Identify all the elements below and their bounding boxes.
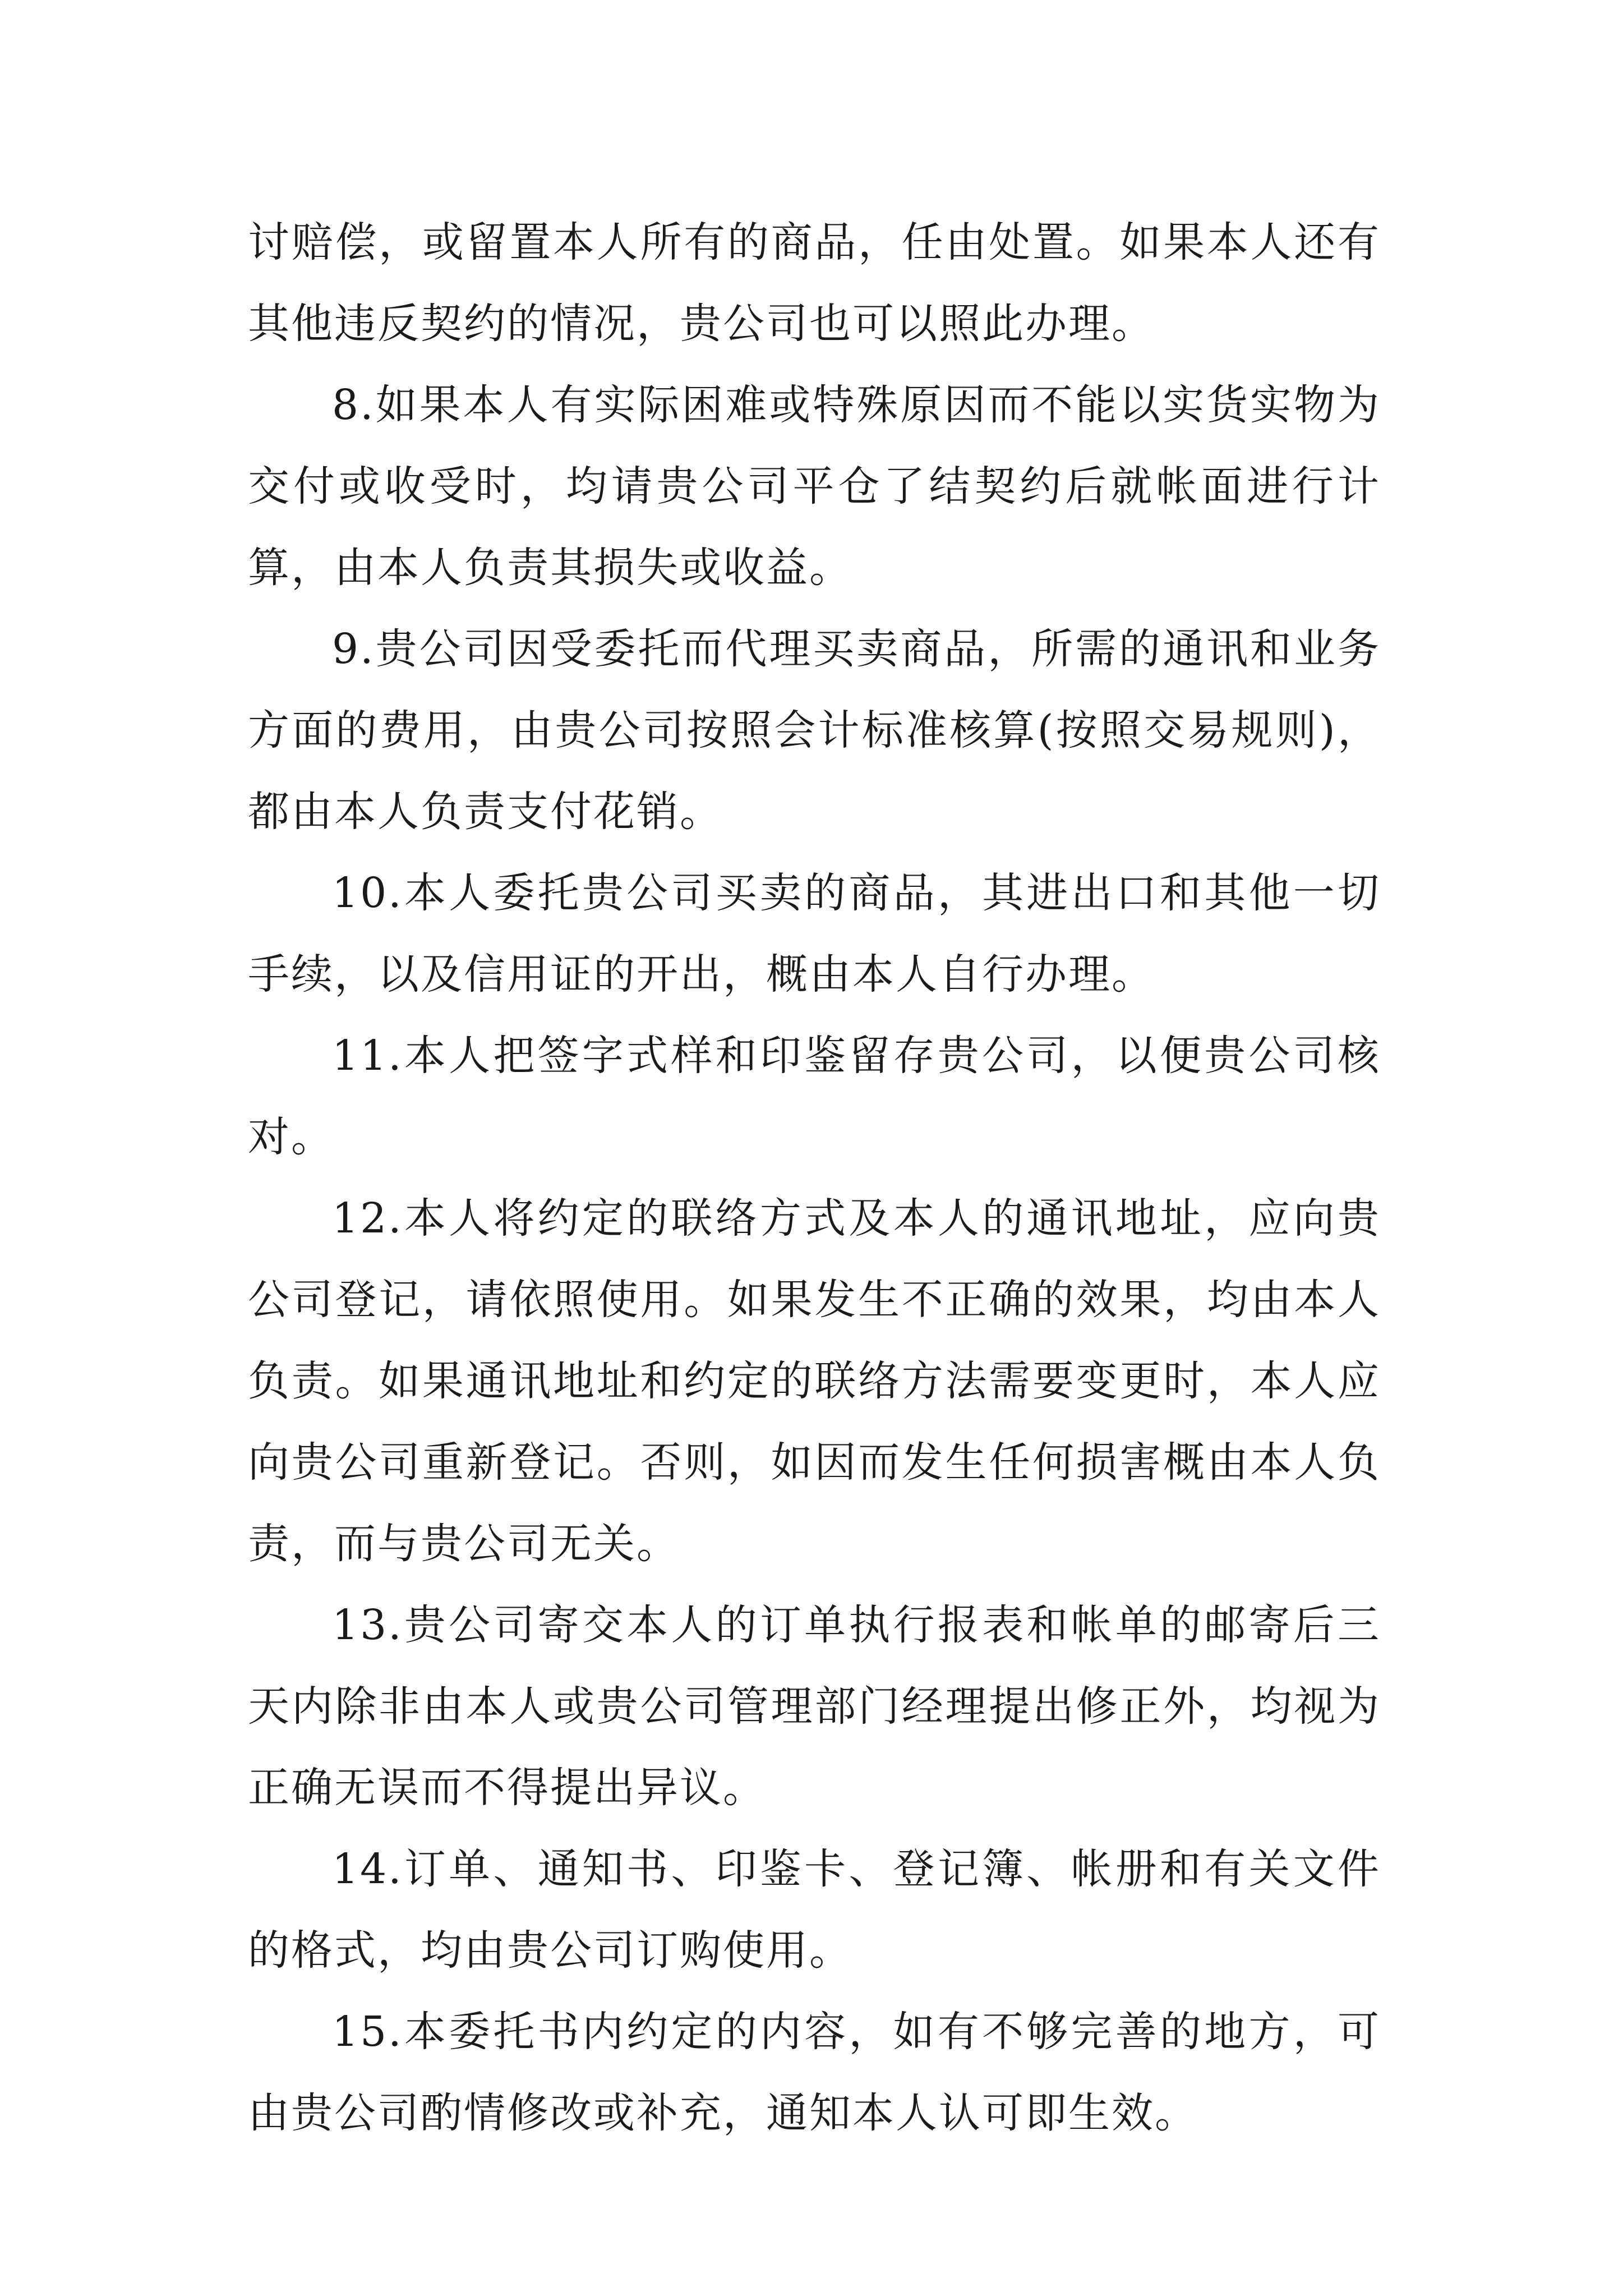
paragraph-continuation: 讨赔偿，或留置本人所有的商品，任由处置。如果本人还有其他违反契约的情况，贵公司也可以照此办理。 <box>248 218 1381 348</box>
clause-11: 11.本人把签字式样和印鉴留存贵公司，以便贵公司核对。 <box>248 1032 1381 1161</box>
clause-9: 9.贵公司因受委托而代理买卖商品，所需的通讯和业务方面的费用，由贵公司按照会计标准核算(按照交易规则)，都由本人负责支付花销。 <box>248 625 1381 836</box>
clause-8: 8.如果本人有实际困难或特殊原因而不能以实货实物为交付或收受时，均请贵公司平仓了结契约后就帐面进行计算，由本人负责其损失或收益。 <box>248 381 1381 592</box>
clause-12: 12.本人将约定的联络方式及本人的通讯地址，应向贵公司登记，请依照使用。如果发生不正确的效果，均由本人负责。如果通讯地址和约定的联络方法需要变更时，本人应向贵公司重新登记。否则，如因而发生任何损害概由本人负责，而与贵公司无关。 <box>248 1194 1381 1568</box>
clause-15: 15.本委托书内约定的内容，如有不够完善的地方，可由贵公司酌情修改或补充，通知本人认可即生效。 <box>248 2008 1381 2137</box>
clause-10: 10.本人委托贵公司买卖的商品，其进出口和其他一切手续，以及信用证的开出，概由本人自行办理。 <box>248 869 1381 999</box>
clause-14: 14.订单、通知书、印鉴卡、登记簿、帐册和有关文件的格式，均由贵公司订购使用。 <box>248 1845 1381 1975</box>
clause-13: 13.贵公司寄交本人的订单执行报表和帐单的邮寄后三天内除非由本人或贵公司管理部门经理提出修正外，均视为正确无误而不得提出异议。 <box>248 1601 1381 1812</box>
document-body <box>248 202 1381 2154</box>
